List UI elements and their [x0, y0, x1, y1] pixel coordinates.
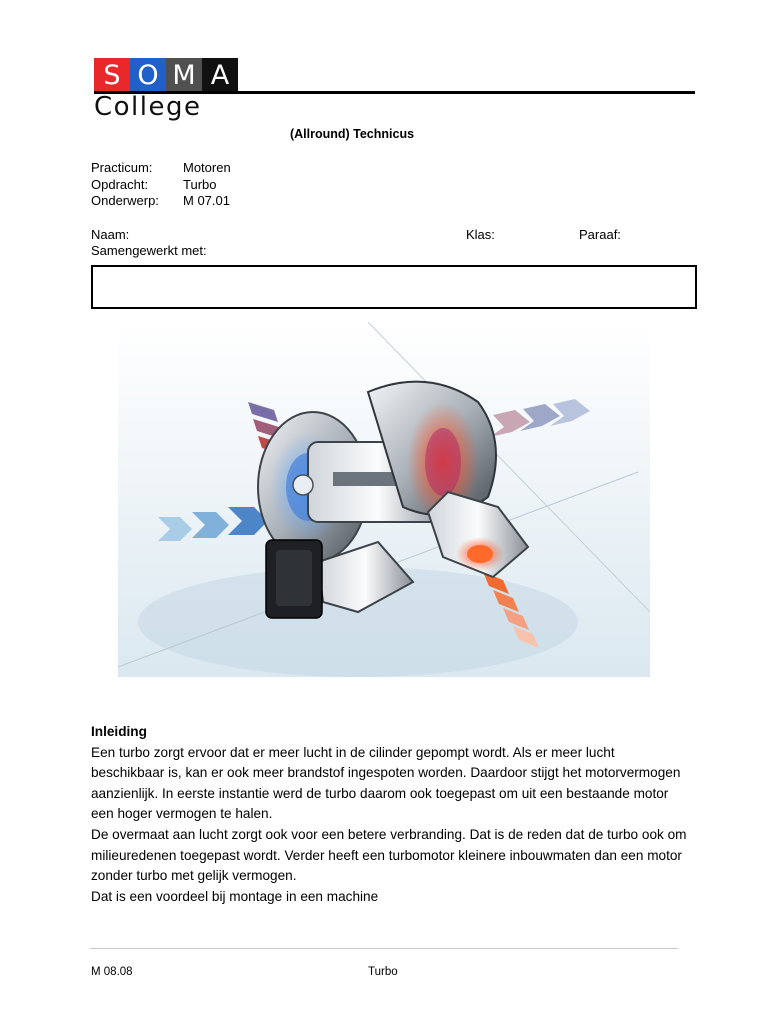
- logo-college-text: College: [94, 92, 202, 122]
- meta-label-onderwerp: Onderwerp:: [91, 193, 159, 208]
- meta-value-opdracht: Turbo: [183, 176, 217, 192]
- meta-value-practicum: Motoren: [183, 160, 231, 175]
- intro-paragraph-1: Een turbo zorgt ervoor dat er meer lucht in de cilinder gepompt wordt. Als er meer lucht beschikbaar is, kan er ook meer brandstof ingespoten worden. Daardoor stijgt het motorvermogen aanzienlijk. In eerste instantie werd de turbo daarom ook toegepast om uit een bestaande motor een hoger vermogen te halen.: [91, 744, 681, 822]
- document-title: (Allround) Technicus: [289, 127, 415, 141]
- intro-paragraph-2: De overmaat aan lucht zorgt ook voor een betere verbranding. Dat is de reden dat de turbo ook om milieuredenen toegepast wordt. Verder heeft een turbomotor kleinere inbouwmaten dan een motor zonder turbo met gelijk vermogen.: [91, 826, 687, 884]
- intro-section: [91, 722, 691, 907]
- meta-label-opdracht: Opdracht:: [91, 176, 149, 192]
- footer-rule: [90, 948, 678, 949]
- paraaf-label: Paraaf:: [579, 227, 621, 242]
- samengewerkt-label: Samengewerkt met:: [91, 243, 207, 258]
- naam-label: Naam:: [91, 227, 130, 242]
- intro-paragraph-3: Dat is een voordeel bij montage in een machine: [91, 888, 379, 904]
- collaborators-answer-box[interactable]: [91, 265, 697, 309]
- soma-logo: [94, 58, 238, 92]
- logo-letter-o: O: [130, 58, 166, 92]
- intro-heading: Inleiding: [91, 724, 147, 739]
- footer-code: M 08.08: [91, 966, 133, 978]
- meta-label-practicum: Practicum:: [91, 160, 153, 175]
- footer-subject: Turbo: [368, 966, 398, 978]
- logo-letter-a: A: [202, 58, 238, 92]
- meta-value-onderwerp: M 07.01: [183, 193, 230, 208]
- turbo-illustration: [118, 322, 650, 677]
- logo-letter-s: S: [94, 58, 130, 92]
- klas-label: Klas:: [466, 227, 495, 242]
- logo-letter-m: M: [166, 58, 202, 92]
